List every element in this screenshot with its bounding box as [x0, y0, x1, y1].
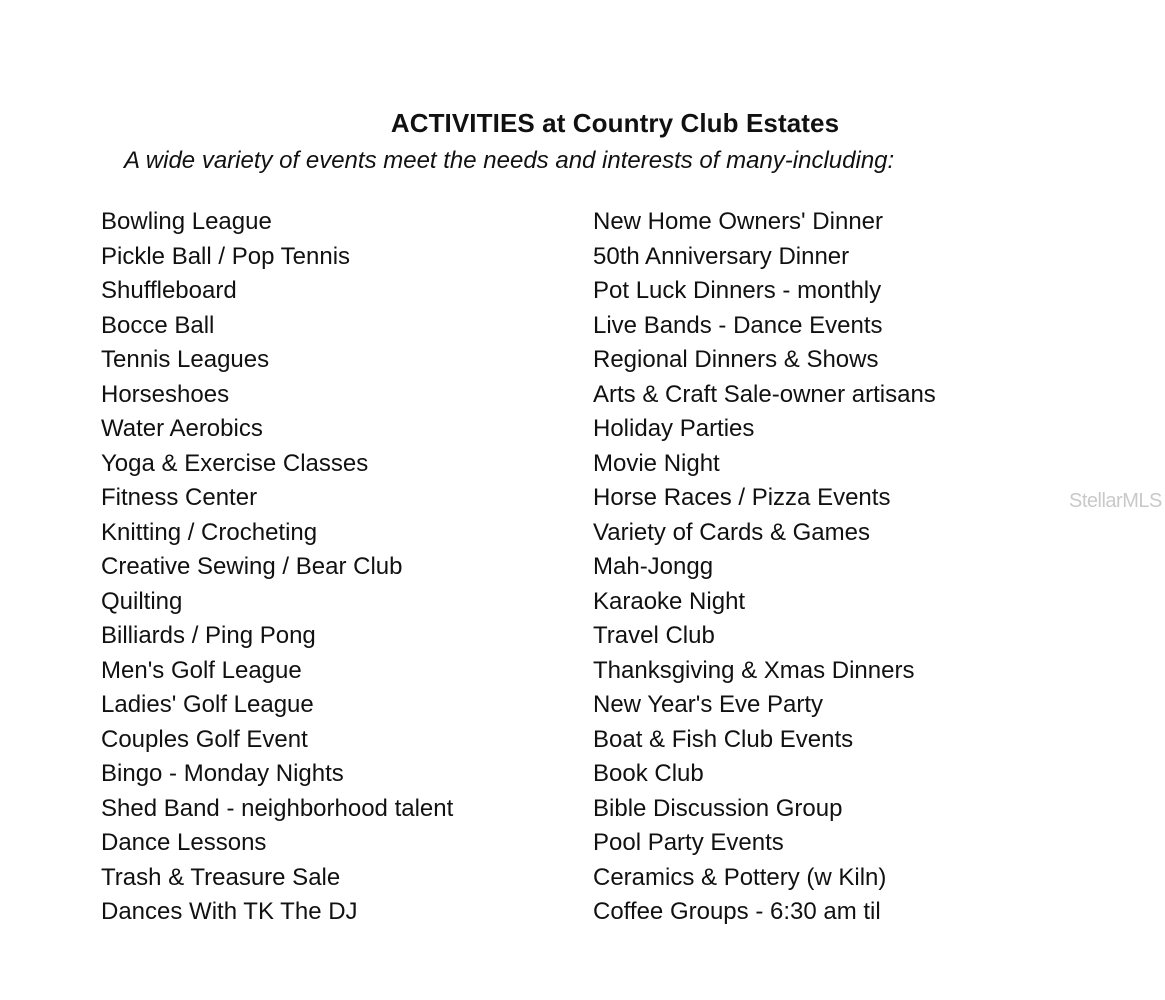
list-item: Couples Golf Event — [101, 725, 308, 753]
list-item: Pool Party Events — [593, 829, 784, 856]
list-item: Quilting — [101, 587, 183, 615]
activities-list-left — [101, 205, 453, 930]
list-item: Bible Discussion Group — [593, 794, 843, 822]
list-item: Arts & Craft Sale-owner artisans — [593, 380, 936, 408]
list-item: Creative Sewing / Bear Club — [101, 553, 403, 580]
list-item: Movie Night — [593, 449, 720, 477]
list-item: Knitting / Crocheting — [101, 518, 318, 546]
list-item: Dances With TK The DJ — [101, 898, 358, 925]
list-item: Dance Lessons — [101, 829, 267, 856]
list-item: Shuffleboard — [101, 277, 237, 304]
list-item: Horse Races / Pizza Events — [593, 484, 891, 511]
list-item: Trash & Treasure Sale — [101, 863, 341, 891]
activities-list-right — [593, 205, 936, 930]
page-subtitle: A wide variety of events meet the needs and interests of many-including: — [124, 147, 895, 174]
list-item: Travel Club — [593, 622, 715, 649]
list-item: Holiday Parties — [593, 415, 755, 442]
list-item: Pickle Ball / Pop Tennis — [101, 242, 351, 270]
list-item: Billiards / Ping Pong — [101, 622, 316, 649]
list-item: Book Club — [593, 760, 704, 787]
list-item: Bingo - Monday Nights — [101, 760, 344, 787]
list-item: Boat & Fish Club Events — [593, 725, 854, 753]
list-item: Bowling League — [101, 208, 272, 235]
list-item: Coffee Groups - 6:30 am til — [593, 898, 881, 925]
list-item: Ceramics & Pottery (w Kiln) — [593, 863, 887, 891]
list-item: New Home Owners' Dinner — [593, 208, 884, 235]
list-item: Pot Luck Dinners - monthly — [593, 277, 882, 304]
list-item: Mah-Jongg — [593, 553, 714, 580]
list-item: Bocce Ball — [101, 311, 215, 339]
list-item: Fitness Center — [101, 484, 258, 511]
list-item: Yoga & Exercise Classes — [101, 449, 369, 477]
list-item: Thanksgiving & Xmas Dinners — [593, 656, 915, 684]
list-item: Men's Golf League — [101, 656, 302, 684]
list-item: Tennis Leagues — [101, 346, 270, 373]
list-item: Regional Dinners & Shows — [593, 346, 879, 373]
list-item: Water Aerobics — [101, 415, 263, 442]
list-item: New Year's Eve Party — [593, 691, 824, 718]
watermark: StellarMLS — [1069, 490, 1162, 512]
page-title: ACTIVITIES at Country Club Estates — [390, 108, 840, 138]
list-item: Karaoke Night — [593, 587, 746, 615]
list-item: Live Bands - Dance Events — [593, 311, 883, 339]
list-item: 50th Anniversary Dinner — [593, 242, 850, 270]
list-item: Shed Band - neighborhood talent — [101, 794, 454, 822]
list-item: Variety of Cards & Games — [593, 518, 870, 546]
list-item: Ladies' Golf League — [101, 691, 314, 718]
list-item: Horseshoes — [101, 380, 230, 408]
